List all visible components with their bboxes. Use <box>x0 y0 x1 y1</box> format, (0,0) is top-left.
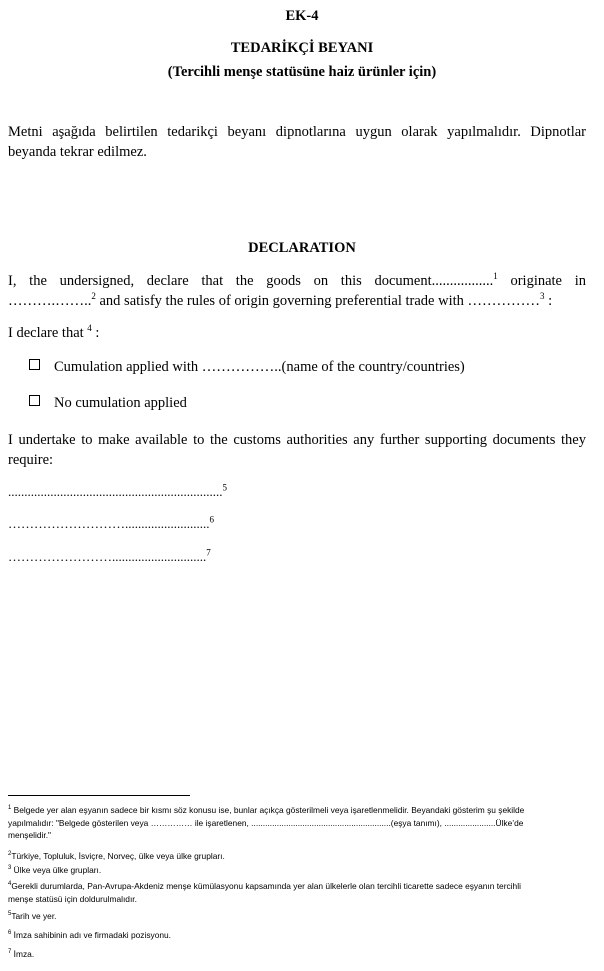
footnote-number-1: 1 <box>8 805 12 812</box>
declare-that-colon: : <box>91 325 100 341</box>
footnote-4 <box>8 880 592 905</box>
footnote-separator <box>8 795 190 796</box>
name-position-blank: ……………………….......................... <box>8 516 210 531</box>
annex-code: EK-4 <box>285 8 319 24</box>
footnote-number-3: 3 <box>8 865 12 872</box>
declaration-heading: DECLARATION <box>248 240 356 256</box>
footnote-2 <box>8 850 592 863</box>
footnote-4-text: Gerekli durumlarda, Pan-Avrupa-Akdeniz menşe kümülasyonu kapsamında yer alan ülkelerle olan tercihli ticarette sadece eşyanın tercihli <box>11 881 521 891</box>
declaration-line-1 <box>8 271 586 291</box>
signature-place-date-line[interactable] <box>8 484 268 500</box>
goods-blank: ................. <box>431 273 494 289</box>
checkbox-no-cumulation[interactable] <box>29 395 40 406</box>
place-date-blank: .................................................................. <box>8 484 223 499</box>
signature-name-position-line[interactable] <box>8 516 268 532</box>
declaration-text: and satisfy the rules of origin governing preferential trade with …………… <box>95 293 541 309</box>
footnote-number-7: 7 <box>8 949 12 956</box>
footnote-7 <box>8 948 592 961</box>
undertake-line-1: I undertake to make available to the customs authorities any further supporting documents they <box>8 432 586 448</box>
footnote-6 <box>8 929 592 942</box>
signature-line[interactable] <box>8 549 268 565</box>
footnote-number-4: 4 <box>8 881 12 888</box>
footnote-1-text: yapılmalıdır: "Belgede gösterilen veya …………… ile işaretlenen, ............................................................(eşya tanımı), ......................Ülke’de <box>8 817 524 828</box>
footnote-ref-1: 1 <box>493 271 498 282</box>
document-subtitle: (Tercihli menşe statüsüne haiz ürünler için) <box>167 64 437 80</box>
declaration-paragraph <box>8 271 586 311</box>
declaration-text: : <box>544 293 553 309</box>
footnote-2-text: Türkiye, Topluluk, İsviçre, Norveç, ülke veya ülke grupları. <box>11 851 225 861</box>
option-no-cumulation[interactable] <box>29 393 589 413</box>
intro-line-2: beyanda tekrar edilmez. <box>8 144 147 160</box>
footnote-ref-4: 4 <box>87 323 92 334</box>
footnote-7-text: İmza. <box>11 949 35 959</box>
undertake-paragraph <box>8 430 586 470</box>
footnote-3-text: Ülke veya ülke grupları. <box>11 865 102 875</box>
declare-that-text: I declare that <box>8 325 84 341</box>
footnote-1 <box>8 804 592 842</box>
document-title: TEDARİKÇİ BEYANI <box>230 40 374 56</box>
footnote-5 <box>8 910 592 923</box>
footnote-5-text: Tarih ve yer. <box>11 911 57 921</box>
footnote-3 <box>8 864 592 877</box>
footnote-1-text: menşelidir." <box>8 830 52 840</box>
footnote-number-5: 5 <box>8 911 12 918</box>
footnote-6-text: İmza sahibinin adı ve firmadaki pozisyonu. <box>11 930 172 940</box>
checkbox-cumulation-applied[interactable] <box>29 359 40 370</box>
origin-blank: ……….…….. <box>8 293 92 309</box>
footnote-1-text: Belgede yer alan eşyanın sadece bir kısmı söz konusu ise, bunlar açıkça gösterilmeli veya işaretlenmelidir. Beyandaki gösterim şu şekilde <box>11 805 525 815</box>
footnote-ref-5: 5 <box>222 484 227 493</box>
intro-line-1: Metni aşağıda belirtilen tedarikçi beyanı dipnotlarına uygun olarak yapılmalıdır. Dipnotlar <box>8 124 586 140</box>
declaration-text: originate in <box>497 273 586 289</box>
intro-paragraph <box>8 122 586 162</box>
option-cumulation-applied[interactable] <box>29 357 589 377</box>
footnote-ref-2: 2 <box>91 291 96 302</box>
footnote-ref-7: 7 <box>206 549 211 558</box>
signature-blank: ……………………............................. <box>8 549 207 564</box>
footnote-ref-3: 3 <box>540 291 545 302</box>
footnote-4-text: menşe statüsü için doldurulmalıdır. <box>8 893 137 904</box>
declaration-text: I, the undersigned, declare that the goods on this document <box>8 273 432 289</box>
footnote-number-2: 2 <box>8 851 12 858</box>
option-no-cumulation-label: No cumulation applied <box>54 395 187 411</box>
declare-that-line <box>8 323 586 343</box>
undertake-line-2: require: <box>8 452 54 468</box>
declaration-line-2 <box>8 291 586 311</box>
footnote-number-6: 6 <box>8 930 12 937</box>
option-cumulation-applied-label: Cumulation applied with ……………..(name of the country/countries) <box>54 359 465 375</box>
footnote-ref-6: 6 <box>209 516 214 525</box>
